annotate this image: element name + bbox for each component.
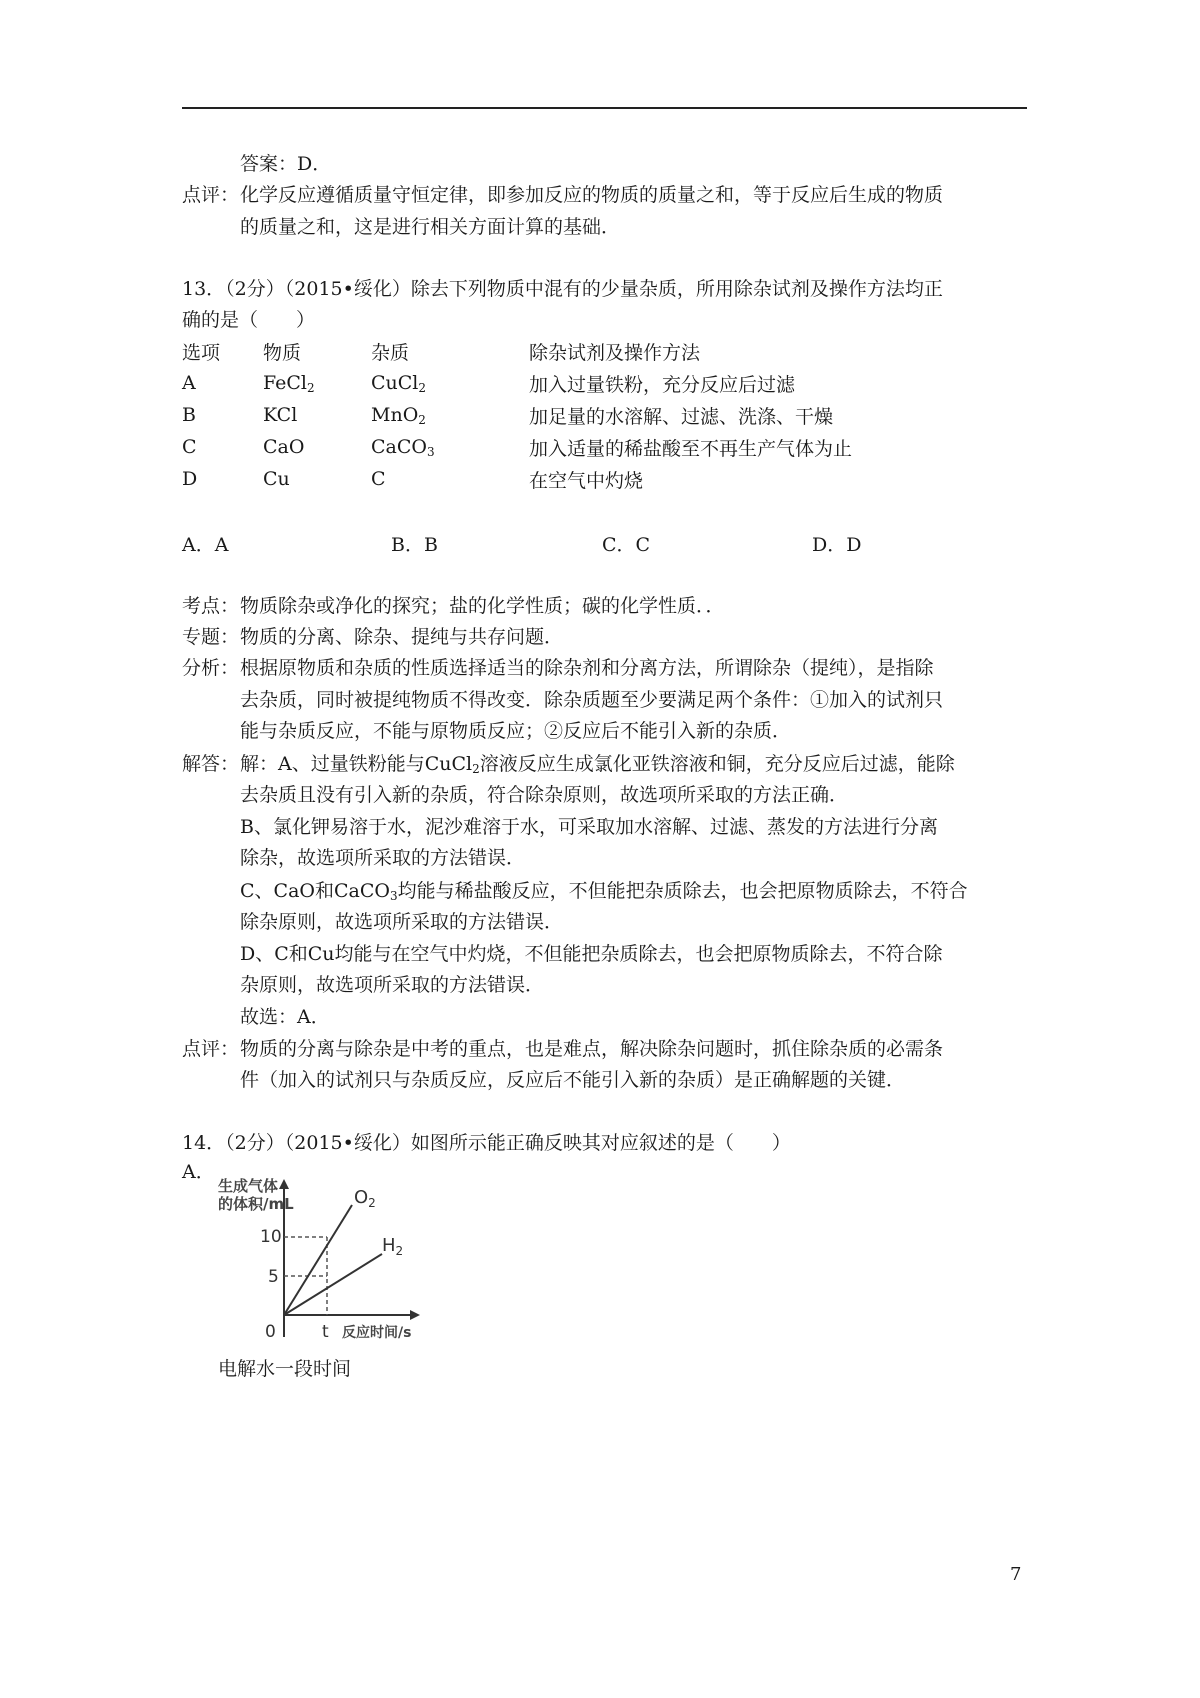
fenxi-label: 分析： (182, 657, 240, 679)
q13-stem-line-1: 13．（2分）（2015•绥化）除去下列物质中混有的少量杂质，所用除杂试剂及操作方法均正 (182, 278, 943, 300)
prev-answer: 答案：D． (240, 153, 332, 175)
y-tick-10: 10 (260, 1227, 282, 1247)
kaodian-text: 物质除杂或净化的探究；盐的化学性质；碳的化学性质．． (240, 595, 725, 617)
jieda-d-line-1: D、C和Cu均能与在空气中灼烧，不但能把杂质除去，也会把原物质除去，不符合除 (240, 943, 943, 965)
row-method: 在空气中灼烧 (529, 469, 644, 492)
row-option: A (182, 372, 196, 394)
row-substance: Cu (263, 467, 290, 490)
fenxi-line-2: 去杂质，同时被提纯物质不得改变．除杂质题至少要满足两个条件：①加入的试剂只 (240, 689, 944, 711)
dianping-line-2: 件（加入的试剂只与杂质反应，反应后不能引入新的杂质）是正确解题的关键． (240, 1069, 906, 1091)
series-o2-label: $O_2$ (354, 1187, 376, 1210)
row-impurity: CaCO$_3$ (371, 435, 435, 459)
origin-label: 0 (265, 1322, 276, 1342)
header-impurity: 杂质 (371, 341, 410, 364)
y-axis-arrow (279, 1179, 289, 1189)
x-label: 反应时间/s (342, 1325, 412, 1341)
header-method: 除杂试剂及操作方法 (529, 341, 701, 364)
q14-option-a-caption: 电解水一段时间 (218, 1358, 352, 1380)
jieda-a-line-1: 解：A、过量铁粉能与CuCl$_2$溶液反应生成氯化亚铁溶液和铜，充分反应后过滤，能除 (240, 753, 955, 776)
header-rule (182, 107, 1027, 109)
fenxi-line-3: 能与杂质反应，不能与原物质反应；②反应后不能引入新的杂质． (240, 720, 792, 742)
row-option: C (182, 436, 197, 458)
jieda-a-line-2: 去杂质且没有引入新的杂质，符合除杂原则，故选项所采取的方法正确． (240, 784, 849, 806)
series-h2-label: $H_2$ (382, 1235, 404, 1258)
series-o2-line (284, 1205, 352, 1315)
table-header-row (182, 335, 1009, 367)
y-label-2: 的体积/mL (218, 1195, 294, 1213)
jieda-b-line-2: 除杂，故选项所采取的方法错误． (240, 847, 526, 869)
table-row (182, 367, 1009, 399)
row-substance: FeCl$_2$ (263, 371, 315, 395)
prev-comment-line-2: 的质量之和，这是进行相关方面计算的基础． (240, 216, 621, 238)
electrolysis-graph (212, 1175, 432, 1345)
table-row (182, 431, 1009, 463)
choice-d: D．D (812, 534, 862, 556)
jieda-c-line-1: C、CaO和CaCO$_3$均能与稀盐酸反应，不但能把杂质除去，也会把原物质除去，不符合 (240, 880, 968, 903)
q13-stem-line-2: 确的是（ ） (182, 309, 316, 331)
page-number: 7 (1010, 1564, 1022, 1585)
row-substance: KCl (263, 403, 298, 426)
row-method: 加入过量铁粉，充分反应后过滤 (529, 373, 796, 396)
series-h2-line (284, 1254, 382, 1315)
t-label: t (322, 1322, 329, 1342)
row-method: 加足量的水溶解、过滤、洗涤、干燥 (529, 405, 834, 428)
choice-a: A．A (182, 534, 229, 556)
jieda-final: 故选：A． (240, 1006, 330, 1028)
prev-comment-line-1: 化学反应遵循质量守恒定律，即参加反应的物质的质量之和，等于反应后生成的物质 (240, 184, 944, 206)
dianping-label: 点评： (182, 1038, 240, 1060)
table-row (182, 399, 1009, 431)
y-label-1: 生成气体 (218, 1177, 279, 1195)
jieda-label: 解答： (182, 753, 240, 775)
row-impurity: C (371, 467, 386, 490)
choice-c: C．C (602, 534, 651, 556)
jieda-d-line-2: 杂原则，故选项所采取的方法错误． (240, 974, 545, 996)
q13-choices (182, 530, 1027, 556)
row-impurity: MnO$_2$ (371, 403, 426, 427)
row-option: B (182, 404, 196, 426)
table-row (182, 463, 1009, 495)
fenxi-line-1: 根据原物质和杂质的性质选择适当的除杂剂和分离方法，所谓除杂（提纯），是指除 (240, 657, 934, 679)
x-axis-arrow (410, 1310, 420, 1320)
choice-b: B．B (391, 534, 438, 556)
row-substance: CaO (263, 435, 305, 458)
q14-option-a-label: A． (182, 1161, 215, 1183)
jieda-b-line-1: B、氯化钾易溶于水，泥沙难溶于水，可采取加水溶解、过滤、蒸发的方法进行分离 (240, 816, 938, 838)
jieda-c-line-2: 除杂原则，故选项所采取的方法错误． (240, 911, 564, 933)
row-option: D (182, 468, 198, 490)
prev-comment-label: 点评： (182, 184, 240, 206)
header-substance: 物质 (263, 341, 302, 364)
y-tick-5: 5 (268, 1267, 279, 1287)
row-impurity: CuCl$_2$ (371, 371, 427, 395)
zhuanti-text: 物质的分离、除杂、提纯与共存问题． (240, 626, 564, 648)
q14-stem: 14．（2分）（2015•绥化）如图所示能正确反映其对应叙述的是（ ） (182, 1132, 791, 1154)
dianping-line-1: 物质的分离与除杂是中考的重点，也是难点，解决除杂问题时，抓住除杂质的必需条 (240, 1038, 944, 1060)
q13-options-table (182, 335, 1009, 495)
header-option: 选项 (182, 341, 221, 364)
zhuanti-label: 专题： (182, 626, 240, 648)
kaodian-label: 考点： (182, 595, 240, 617)
row-method: 加入适量的稀盐酸至不再生产气体为止 (529, 437, 853, 460)
